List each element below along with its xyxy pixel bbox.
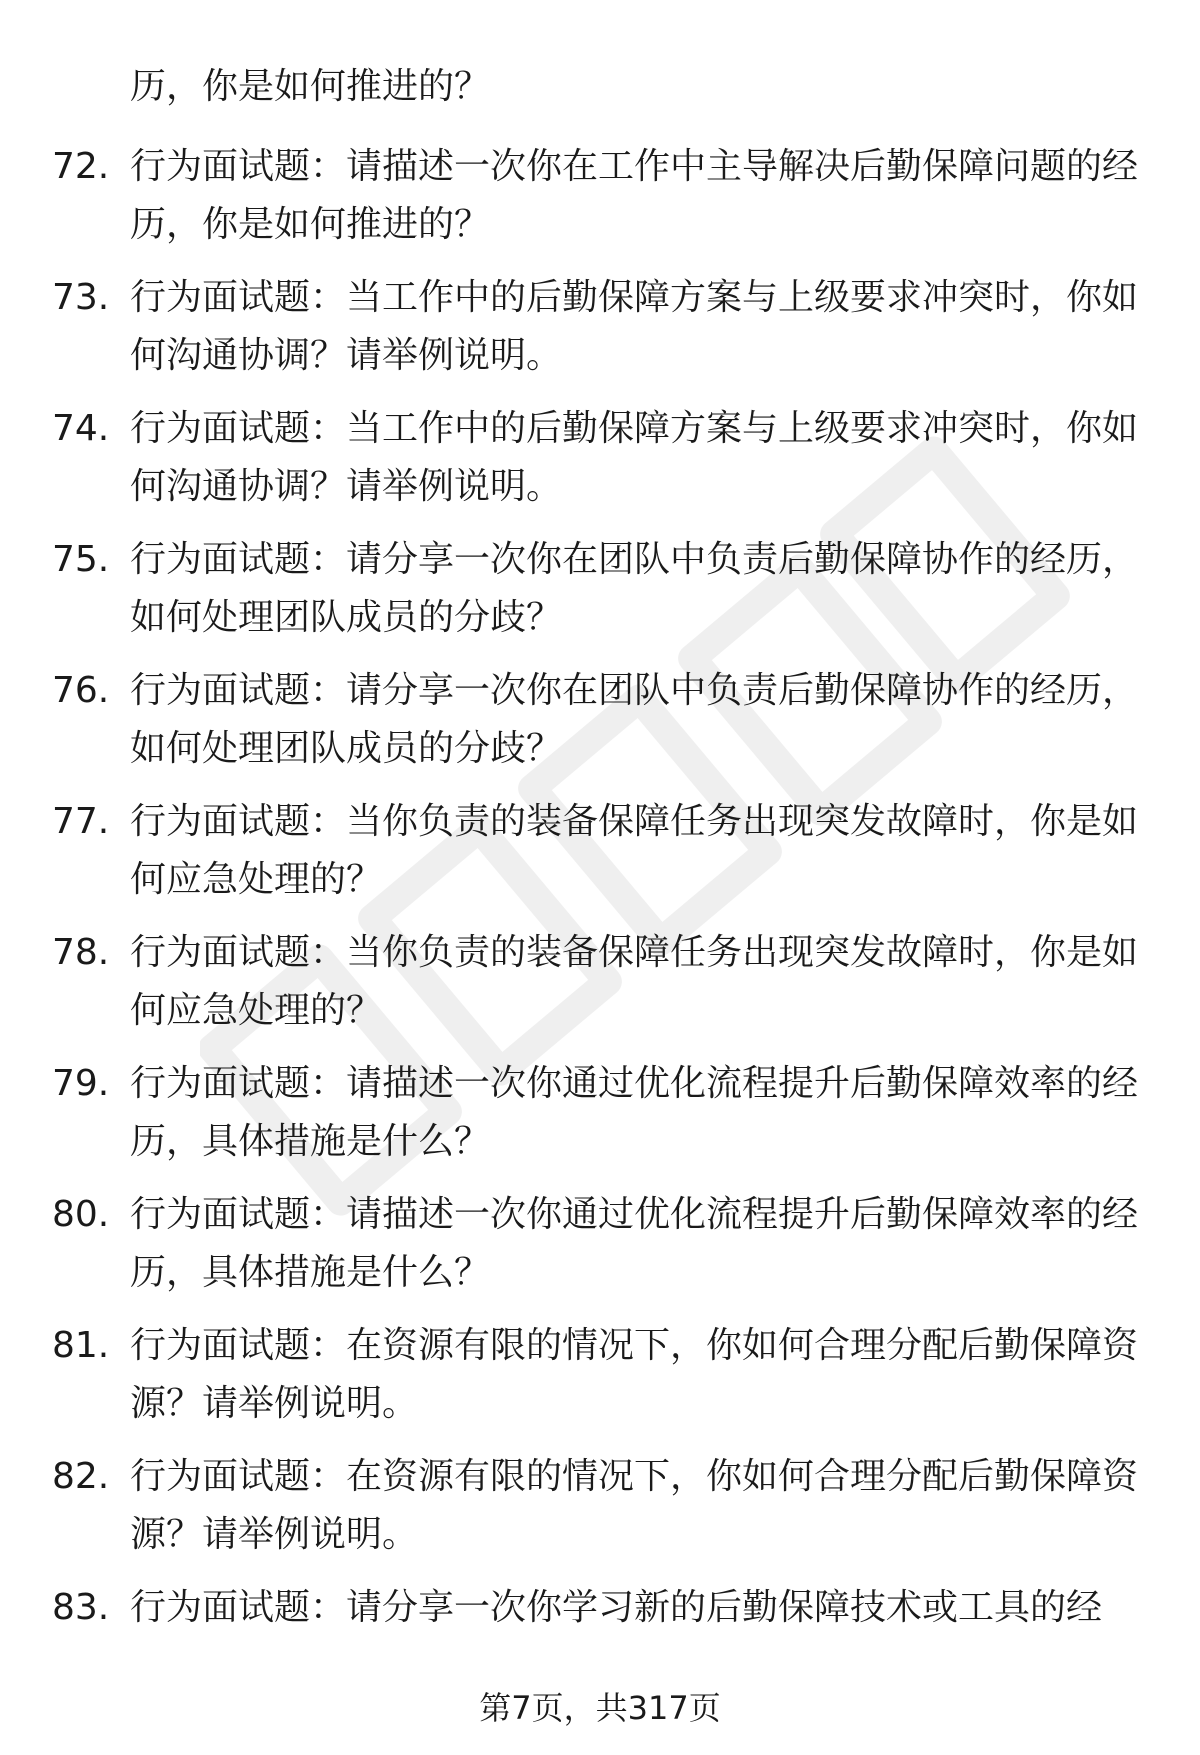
item-text: 行为面试题：在资源有限的情况下，你如何合理分配后勤保障资 源？请举例说明。: [130, 1456, 1139, 1555]
item-text: 行为面试题：请分享一次你在团队中负责后勤保障协作的经历， 如何处理团队成员的分歧？: [130, 539, 1139, 638]
item-text: 行为面试题：当工作中的后勤保障方案与上级要求冲突时，你如 何沟通协调？请举例说明。: [130, 277, 1139, 376]
item-text: 行为面试题：请分享一次你学习新的后勤保障技术或工具的经: [130, 1587, 1103, 1628]
list-item: [0, 1055, 1200, 1186]
list-item: [0, 793, 1200, 924]
item-text: 行为面试题：请描述一次你通过优化流程提升后勤保障效率的经 历，具体措施是什么？: [130, 1194, 1139, 1293]
list-item: [0, 662, 1200, 793]
item-text: 行为面试题：请描述一次你在工作中主导解决后勤保障问题的经 历，你是如何推进的？: [130, 146, 1139, 245]
item-number: 75.: [52, 539, 110, 580]
item-number: 83.: [52, 1587, 110, 1628]
item-number: 80.: [52, 1194, 110, 1235]
list-item: [0, 400, 1200, 531]
item-number: 77.: [52, 801, 110, 842]
item-number: 76.: [52, 670, 110, 711]
question-list: [0, 138, 1200, 1710]
item-text: 行为面试题：在资源有限的情况下，你如何合理分配后勤保障资 源？请举例说明。: [130, 1325, 1139, 1424]
item-text: 行为面试题：请描述一次你通过优化流程提升后勤保障效率的经 历，具体措施是什么？: [130, 1063, 1139, 1162]
list-item: [0, 269, 1200, 400]
item-number: 81.: [52, 1325, 110, 1366]
list-item: [0, 531, 1200, 662]
item-number: 72.: [52, 146, 110, 187]
item-text: 行为面试题：当你负责的装备保障任务出现突发故障时，你是如 何应急处理的？: [130, 801, 1139, 900]
item-number: 74.: [52, 408, 110, 449]
list-item: [0, 1448, 1200, 1579]
list-item: [0, 1317, 1200, 1448]
item-number: 73.: [52, 277, 110, 318]
continued-item-line: 历，你是如何推进的？: [130, 66, 491, 107]
item-number: 79.: [52, 1063, 110, 1104]
list-item: [0, 1186, 1200, 1317]
item-number: 78.: [52, 932, 110, 973]
list-item: [0, 138, 1200, 269]
item-text: 行为面试题：当你负责的装备保障任务出现突发故障时，你是如 何应急处理的？: [130, 932, 1139, 1031]
item-text: 行为面试题：当工作中的后勤保障方案与上级要求冲突时，你如 何沟通协调？请举例说明。: [130, 408, 1139, 507]
item-number: 82.: [52, 1456, 110, 1497]
item-text: 行为面试题：请分享一次你在团队中负责后勤保障协作的经历， 如何处理团队成员的分歧？: [130, 670, 1139, 769]
page-footer: 第7页，共317页: [479, 1689, 721, 1727]
list-item: [0, 924, 1200, 1055]
